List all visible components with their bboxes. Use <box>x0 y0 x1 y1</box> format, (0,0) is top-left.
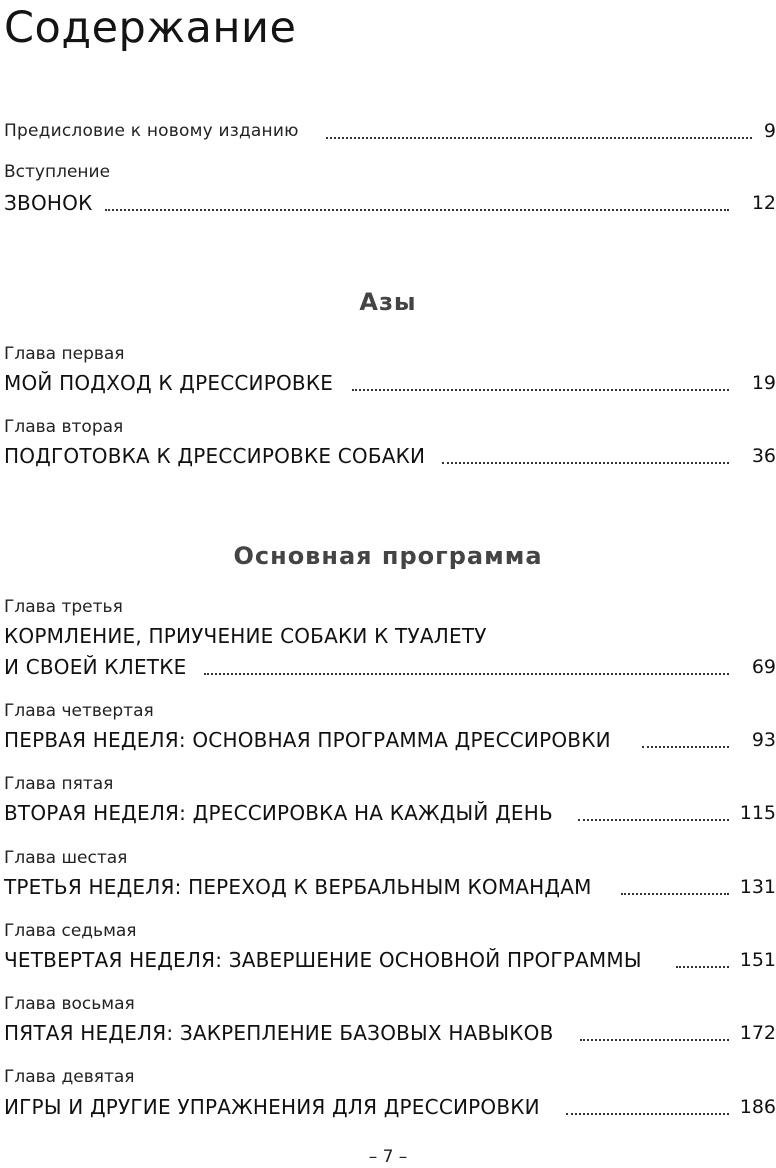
toc-leader-dots <box>442 462 729 464</box>
toc-entry-chapter-4[interactable] <box>4 727 776 753</box>
toc-entry-title: ВТОРАЯ НЕДЕЛЯ: ДРЕССИРОВКА НА КАЖДЫЙ ДЕНЬ <box>4 801 553 825</box>
page-title: Содержание <box>4 3 297 53</box>
toc-entry-label: Глава третья <box>4 597 123 617</box>
toc-entry-label: Глава восьмая <box>4 994 135 1014</box>
toc-entry-label: Глава седьмая <box>4 921 137 941</box>
toc-entry-page: 131 <box>739 876 776 898</box>
toc-entry-label: Глава четвертая <box>4 701 154 721</box>
toc-leader-dots <box>566 1113 729 1115</box>
toc-entry-title: Предисловие к новому изданию <box>4 121 299 141</box>
page-number: – 7 – <box>368 1147 408 1167</box>
section-heading: Основная программа <box>233 542 543 570</box>
toc-entry-chapter-9[interactable] <box>4 1094 776 1120</box>
toc-entry-label: Вступление <box>4 162 111 182</box>
toc-leader-dots <box>580 1039 729 1041</box>
toc-entry-chapter-6[interactable] <box>4 874 776 900</box>
toc-entry-chapter-5[interactable] <box>4 800 776 826</box>
toc-entry-page: 12 <box>751 192 776 214</box>
toc-entry-chapter-2[interactable] <box>4 443 776 469</box>
toc-entry-page: 36 <box>751 445 776 467</box>
toc-entry-label: Глава вторая <box>4 417 124 437</box>
toc-entry-page: 151 <box>739 949 776 971</box>
toc-leader-dots <box>326 137 752 139</box>
toc-entry-label: Глава шестая <box>4 848 128 868</box>
toc-leader-dots <box>352 389 729 391</box>
toc-entry-intro[interactable] <box>4 190 776 216</box>
toc-entry-title: ТРЕТЬЯ НЕДЕЛЯ: ПЕРЕХОД К ВЕРБАЛЬНЫМ КОМАНДАМ <box>4 875 592 899</box>
toc-entry-chapter-1[interactable] <box>4 370 776 396</box>
toc-leader-dots <box>105 209 729 211</box>
toc-entry-title: ПОДГОТОВКА К ДРЕССИРОВКЕ СОБАКИ <box>4 444 426 468</box>
toc-entry-label: Глава девятая <box>4 1067 135 1087</box>
toc-leader-dots <box>676 966 729 968</box>
toc-entry-title: И СВОЕЙ КЛЕТКЕ <box>4 655 187 679</box>
toc-leader-dots <box>204 673 729 675</box>
toc-entry-page: 93 <box>751 729 776 751</box>
toc-entry-page: 115 <box>739 802 776 824</box>
toc-entry-title: ЗВОНОК <box>4 191 93 215</box>
toc-entry-title: ПЕРВАЯ НЕДЕЛЯ: ОСНОВНАЯ ПРОГРАММА ДРЕССИРОВКИ <box>4 728 611 752</box>
toc-leader-dots <box>621 893 729 895</box>
toc-entry-title: ЧЕТВЕРТАЯ НЕДЕЛЯ: ЗАВЕРШЕНИЕ ОСНОВНОЙ ПРОГРАММЫ <box>4 948 642 972</box>
toc-entry-chapter-7[interactable] <box>4 947 776 973</box>
toc-entry-title: ИГРЫ И ДРУГИЕ УПРАЖНЕНИЯ ДЛЯ ДРЕССИРОВКИ <box>4 1095 540 1119</box>
toc-entry-title: ПЯТАЯ НЕДЕЛЯ: ЗАКРЕПЛЕНИЕ БАЗОВЫХ НАВЫКОВ <box>4 1021 554 1045</box>
toc-entry-page: 9 <box>763 120 776 142</box>
toc-leader-dots <box>578 819 729 821</box>
toc-entry-title-line: КОРМЛЕНИЕ, ПРИУЧЕНИЕ СОБАКИ К ТУАЛЕТУ <box>4 624 487 648</box>
toc-entry-page: 69 <box>751 656 776 678</box>
toc-entry-label: Глава пятая <box>4 774 114 794</box>
section-heading: Азы <box>359 288 417 316</box>
toc-entry-label: Глава первая <box>4 344 125 364</box>
toc-entry-chapter-8[interactable] <box>4 1020 776 1046</box>
toc-entry-page: 19 <box>751 372 776 394</box>
toc-entry-title: МОЙ ПОДХОД К ДРЕССИРОВКЕ <box>4 371 334 395</box>
toc-leader-dots <box>642 746 729 748</box>
toc-entry-preface[interactable] <box>4 118 776 144</box>
toc-entry-page: 172 <box>739 1022 776 1044</box>
toc-entry-chapter-3[interactable] <box>4 654 776 680</box>
toc-entry-page: 186 <box>739 1096 776 1118</box>
